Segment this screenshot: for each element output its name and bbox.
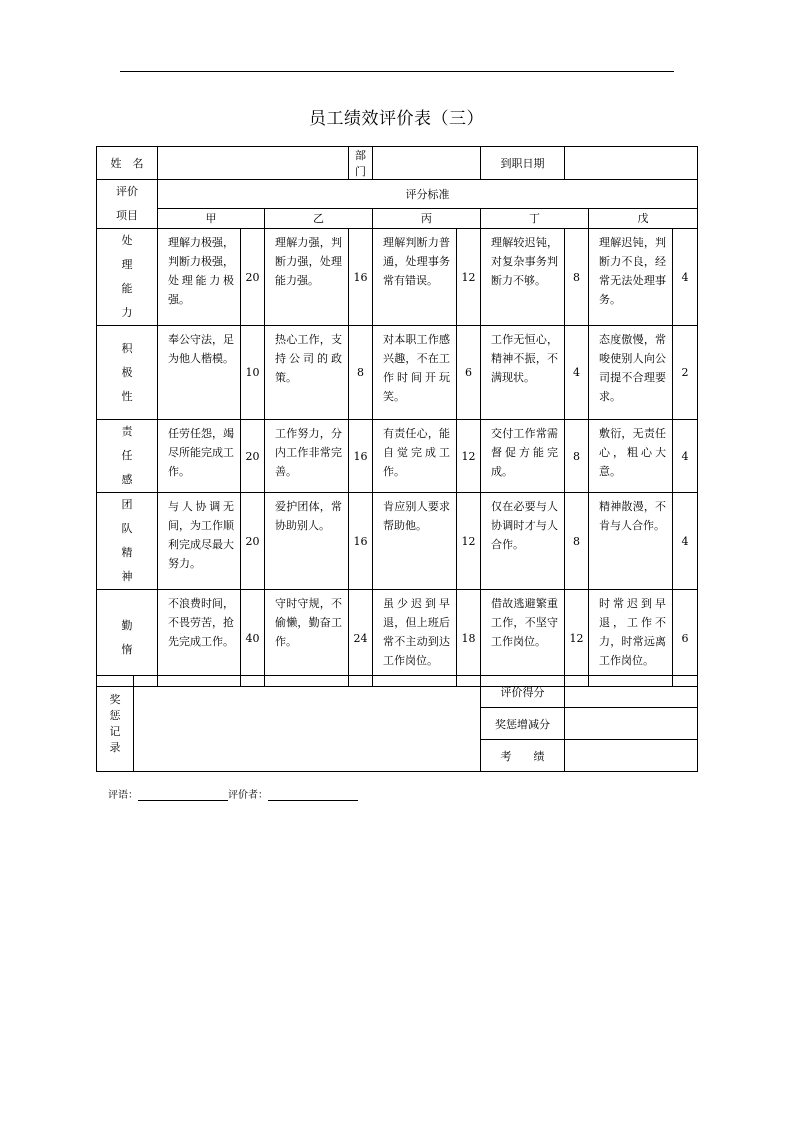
summary-table: [96, 675, 698, 772]
evaluation-form-table: [96, 146, 698, 687]
performance-field[interactable]: [565, 740, 698, 772]
level-score: 20: [241, 420, 265, 493]
level-score: 6: [457, 326, 481, 420]
summary-row-score: [97, 676, 698, 708]
info-row: [97, 147, 698, 180]
criterion-row-responsibility: [97, 420, 698, 493]
level-desc: 对本职工作感兴趣，不在工作时间开玩笑。: [373, 326, 457, 420]
level-desc: 有责任心，能自觉完成工作。: [373, 420, 457, 493]
level-score: 12: [457, 229, 481, 326]
level-desc: 奉公守法，足为他人楷模。: [158, 326, 241, 420]
footer: [108, 786, 358, 801]
criteria-header-row: [97, 180, 698, 209]
reward-adjust-field[interactable]: [565, 708, 698, 740]
item-header-line1: 评价: [116, 185, 138, 198]
level-desc: 虽少迟到早退，但上班后常不主动到达工作岗位。: [373, 590, 457, 687]
criterion-label: 责 任 感: [97, 420, 158, 493]
level-desc: 工作努力，分内工作非常完善。: [265, 420, 349, 493]
level-desc: 任劳任怨，竭尽所能完成工作。: [158, 420, 241, 493]
item-header: [97, 180, 158, 229]
criterion-label: 积 极 性: [97, 326, 158, 420]
level-score: 24: [349, 590, 373, 687]
level-score: 18: [457, 590, 481, 687]
level-desc: 仅在必要与人协调时才与人合作。: [481, 493, 565, 590]
level-score: 10: [241, 326, 265, 420]
level-score: 16: [349, 420, 373, 493]
level-desc: 态度傲慢，常唆使别人向公司提不合理要求。: [589, 326, 673, 420]
level-score: 2: [673, 326, 698, 420]
criterion-label: 勤 惰: [97, 590, 158, 687]
item-header-line2: 项目: [116, 209, 138, 222]
level-desc: 不浪费时间，不畏劳苦，抢先完成工作。: [158, 590, 241, 687]
level-desc: 敷衍，无责任心，粗心大意。: [589, 420, 673, 493]
level-desc: 理解迟钝，判断力不良，经常无法处理事务。: [589, 229, 673, 326]
standard-header: 评分标准: [158, 180, 698, 209]
level-score: 20: [241, 229, 265, 326]
level-desc: 热心工作，支持公司的政策。: [265, 326, 349, 420]
criterion-label: 团 队 精 神: [97, 493, 158, 590]
level-desc: 理解力极强，判断力极强，处理能力极强。: [158, 229, 241, 326]
evaluation-score-label: 评价得分: [481, 676, 565, 708]
criterion-row-processing-ability: [97, 229, 698, 326]
department-label: 部 门: [349, 147, 373, 180]
level-desc: 工作无恒心，精神不振，不满现状。: [481, 326, 565, 420]
record-field[interactable]: [134, 676, 481, 772]
level-desc: 精神散漫，不肯与人合作。: [589, 493, 673, 590]
grade-header-row: [97, 208, 698, 228]
comment-field[interactable]: [138, 790, 228, 801]
level-score: 8: [565, 420, 589, 493]
evaluation-score-field[interactable]: [565, 676, 698, 708]
level-score: 12: [457, 420, 481, 493]
level-score: 8: [565, 493, 589, 590]
level-score: 16: [349, 493, 373, 590]
level-desc: 爱护团体，常协助别人。: [265, 493, 349, 590]
comment-label: 评语：: [108, 790, 138, 801]
evaluator-field[interactable]: [268, 790, 358, 801]
header-rule: [120, 71, 674, 72]
record-label: 奖 惩 记 录: [97, 676, 134, 772]
level-score: 12: [565, 590, 589, 687]
level-desc: 与人协调无间，为工作顺利完成尽最大努力。: [158, 493, 241, 590]
level-score: 8: [565, 229, 589, 326]
hire-date-field[interactable]: [565, 147, 698, 180]
criterion-row-teamwork: [97, 493, 698, 590]
level-desc: 借故逃避繁重工作，不坚守工作岗位。: [481, 590, 565, 687]
grade-ding: 丁: [481, 208, 589, 228]
grade-wu: 戊: [589, 208, 698, 228]
level-score: 4: [565, 326, 589, 420]
criterion-row-diligence: [97, 590, 698, 687]
level-desc: 时常迟到早退，工作不力，时常远离工作岗位。: [589, 590, 673, 687]
name-field[interactable]: [158, 147, 349, 180]
level-score: 4: [673, 420, 698, 493]
level-score: 16: [349, 229, 373, 326]
evaluator-label: 评价者：: [228, 790, 268, 801]
level-score: 40: [241, 590, 265, 687]
level-score: 20: [241, 493, 265, 590]
level-score: 12: [457, 493, 481, 590]
level-desc: 理解判断力普通，处理事务常有错误。: [373, 229, 457, 326]
grade-yi: 乙: [265, 208, 373, 228]
grade-bing: 丙: [373, 208, 481, 228]
level-desc: 理解力强，判断力强，处理能力强。: [265, 229, 349, 326]
level-desc: 交付工作常需督促方能完成。: [481, 420, 565, 493]
grade-jia: 甲: [158, 208, 265, 228]
performance-label: 考 绩: [481, 740, 565, 772]
reward-adjust-label: 奖惩增减分: [481, 708, 565, 740]
level-desc: 理解较迟钝，对复杂事务判断力不够。: [481, 229, 565, 326]
criterion-row-initiative: [97, 326, 698, 420]
level-desc: 守时守规，不偷懒，勤奋工作。: [265, 590, 349, 687]
department-field[interactable]: [373, 147, 481, 180]
hire-date-label: 到职日期: [481, 147, 565, 180]
level-score: 4: [673, 493, 698, 590]
name-label: 姓 名: [97, 147, 158, 180]
level-desc: 肯应别人要求帮助他。: [373, 493, 457, 590]
level-score: 4: [673, 229, 698, 326]
level-score: 6: [673, 590, 698, 687]
page-title: 员工绩效评价表（三）: [309, 109, 484, 129]
criterion-label: 处 理 能 力: [97, 229, 158, 326]
level-score: 8: [349, 326, 373, 420]
